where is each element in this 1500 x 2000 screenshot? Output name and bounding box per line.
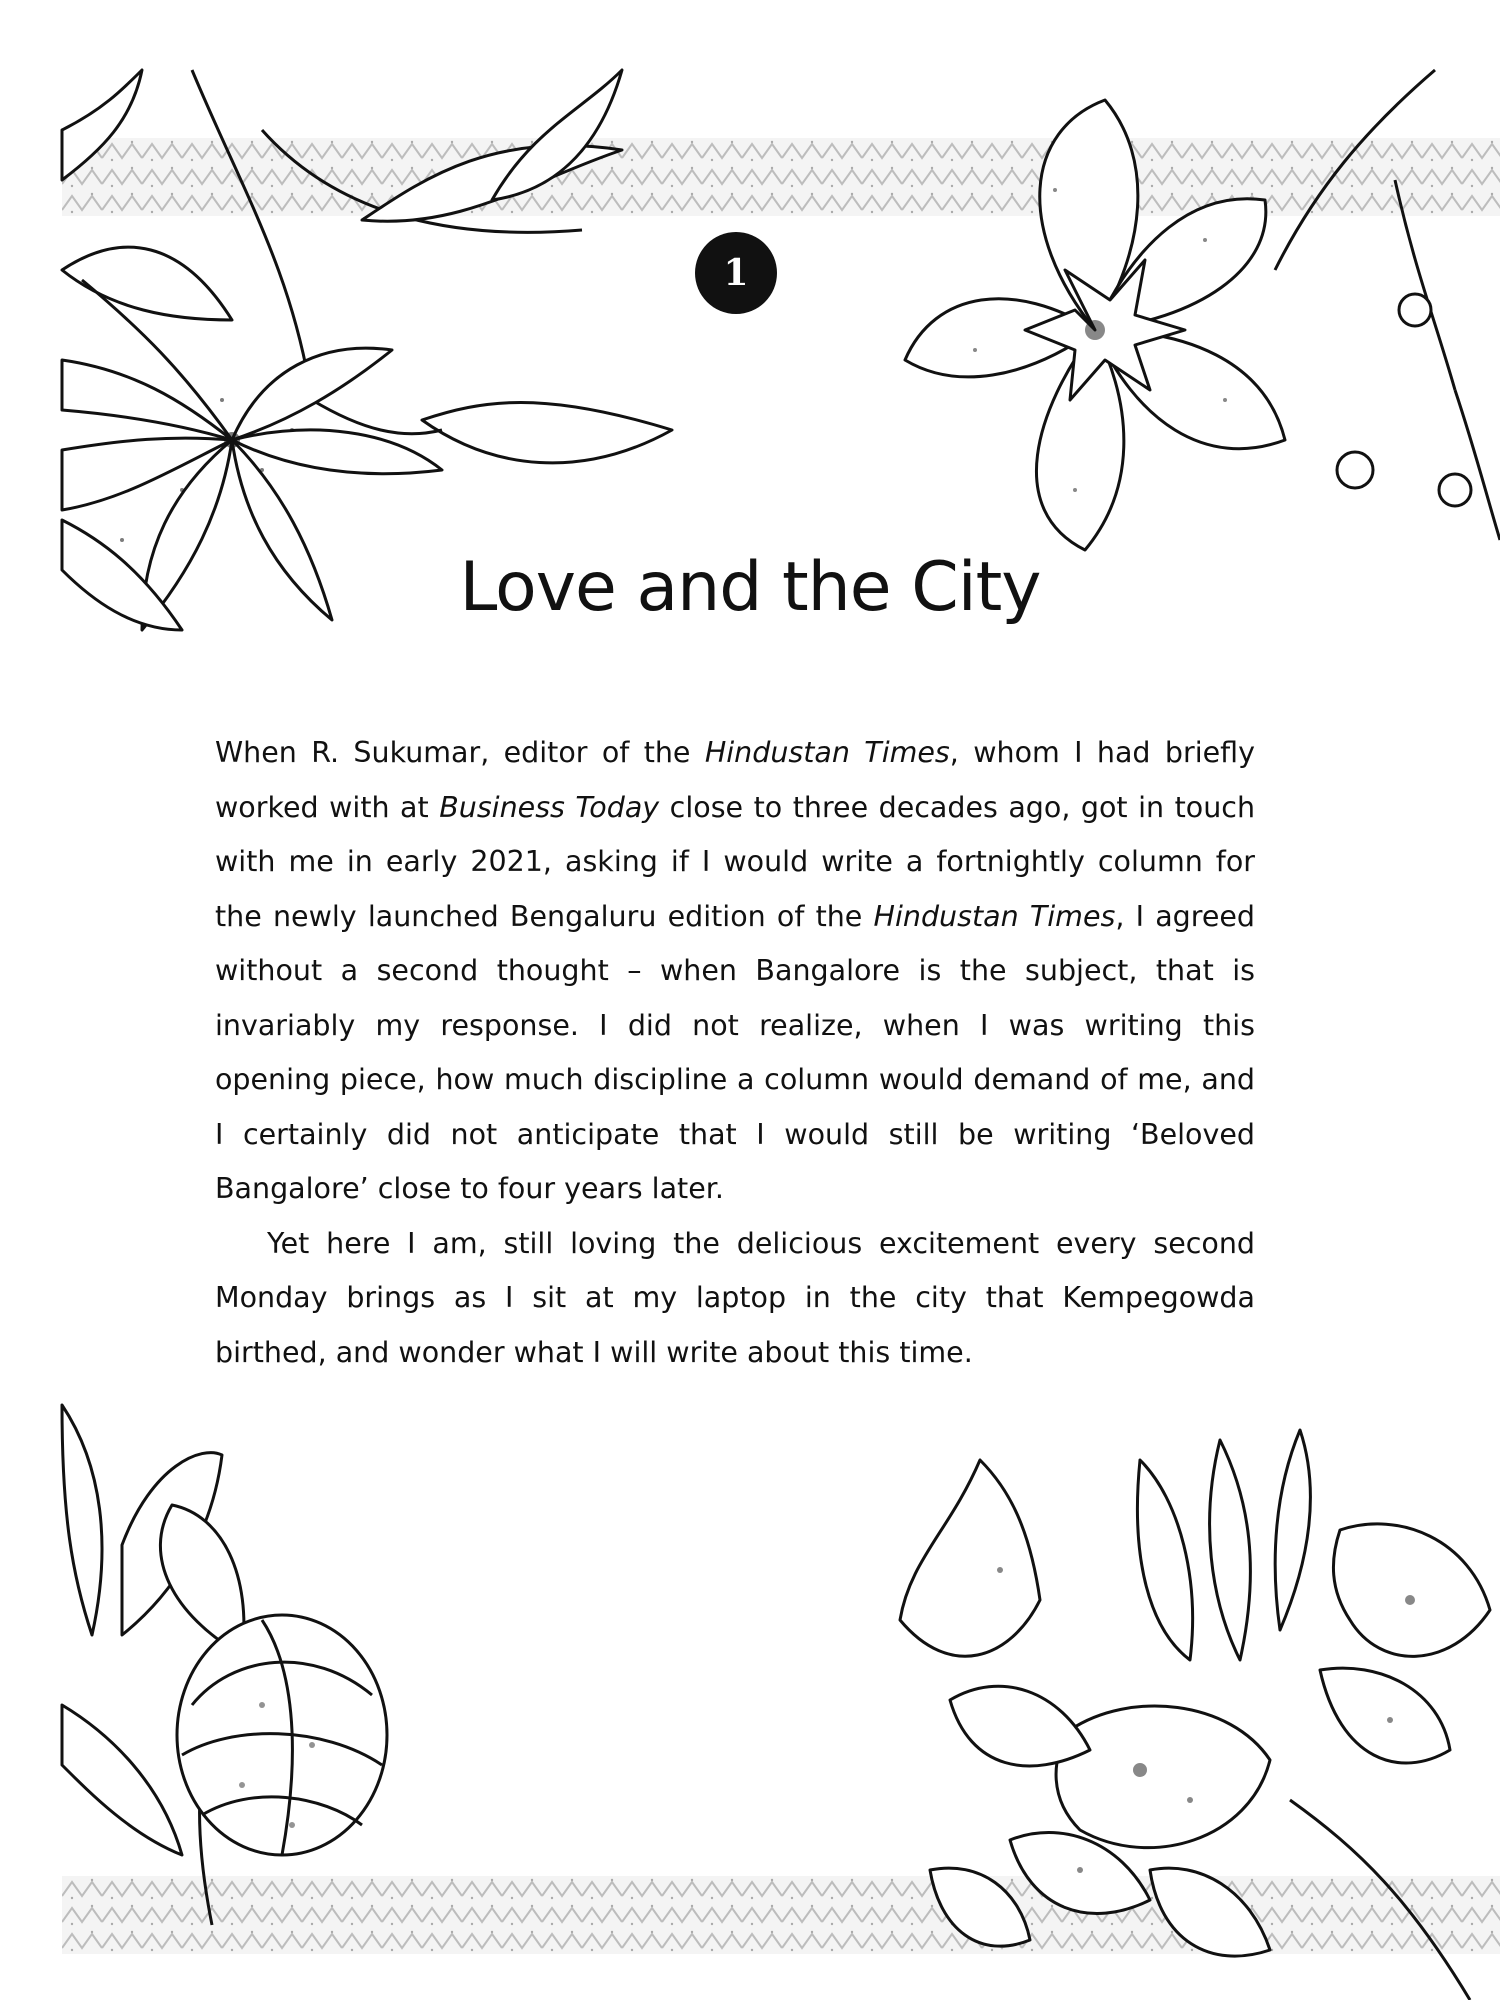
gulmohar-flower-illustration xyxy=(895,70,1500,600)
cluster-flower-illustration xyxy=(890,1420,1500,2000)
chapter-title: Love and the City xyxy=(459,548,1041,627)
chapter-number: 1 xyxy=(723,252,749,294)
paragraph-2: Yet here I am, still loving the delicious excitement every second Monday brings as I sit at my laptop in the city that Kempegowda birthed, and wonder what I will write about this time. xyxy=(215,1226,1255,1369)
paragraph-1-text-a: When R. Sukumar, editor of the xyxy=(215,736,705,769)
publication-name: Hindustan Times xyxy=(704,736,950,769)
paragraph-1-text-d: , I agreed without a second thought – when Bangalore is the subject, that is invariably my response. I did not realize, when I was writing this opening piece, how much discipline a column would demand of me, and I certainly did not anticipate that I would still be writing ‘Beloved Bangalore’ close to four years later. xyxy=(215,899,1256,1205)
paragraph-1-text-b: , whom I had briefly worked with at xyxy=(215,736,1255,824)
publication-name: Hindustan Times xyxy=(873,899,1116,933)
paragraph-1-text-c: close to three decades ago, got in touch with me in early 2021, asking if I would write a fortnightly column for the newly launched Bengaluru edition of the xyxy=(215,790,1256,933)
chapter-body xyxy=(215,726,1255,1380)
bud-flower-illustration xyxy=(62,1405,422,1925)
publication-name: Business Today xyxy=(439,790,660,824)
paragraph-1 xyxy=(215,726,1255,1217)
chapter-number-badge xyxy=(695,232,777,314)
